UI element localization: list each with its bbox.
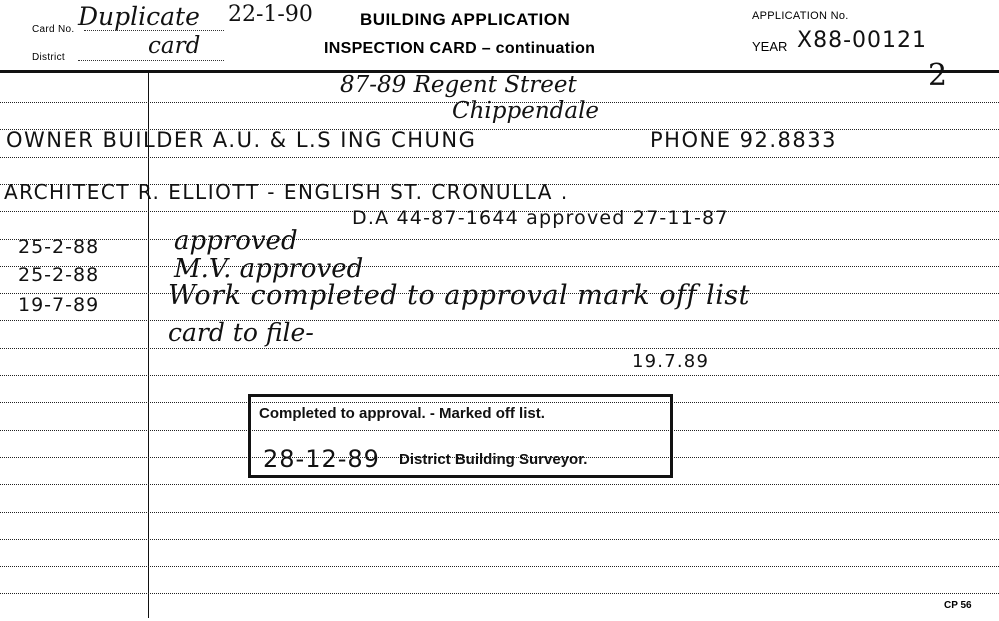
entry-text: Work completed to approval mark off list bbox=[168, 280, 751, 311]
ruled-line bbox=[0, 348, 999, 349]
development-application: D.A 44-87-1644 approved 27-11-87 bbox=[352, 207, 729, 229]
year-value: X88-00121 bbox=[797, 28, 927, 53]
phone: PHONE 92.8833 bbox=[650, 128, 837, 152]
entry-text: approved bbox=[174, 226, 298, 256]
card-no-value: Duplicate bbox=[78, 2, 200, 31]
title-line2: INSPECTION CARD – continuation bbox=[324, 40, 596, 57]
ruled-line bbox=[0, 539, 999, 540]
district-line bbox=[78, 60, 224, 61]
entry-date: 19-7-89 bbox=[18, 294, 100, 316]
district-label: District bbox=[32, 52, 65, 63]
page-number: 2 bbox=[928, 58, 948, 93]
form-code: CP 56 bbox=[944, 600, 972, 611]
stamp-line2: District Building Surveyor. bbox=[399, 451, 588, 468]
address-line1: 87-89 Regent Street bbox=[340, 72, 577, 98]
stamp-date: 28-12-89 bbox=[263, 445, 380, 473]
architect: ARCHITECT R. ELLIOTT - ENGLISH ST. CRONULLA . bbox=[4, 180, 569, 204]
ruled-line bbox=[0, 484, 999, 485]
margin-line bbox=[148, 72, 149, 618]
stamp-line1: Completed to approval. - Marked off list. bbox=[259, 405, 545, 422]
ruled-line bbox=[0, 566, 999, 567]
ruled-line bbox=[0, 512, 999, 513]
ruled-line bbox=[0, 266, 999, 267]
ruled-line bbox=[0, 157, 999, 158]
card-no-label: Card No. bbox=[32, 24, 75, 35]
title-line1: BUILDING APPLICATION bbox=[360, 10, 571, 29]
signature-date: 19.7.89 bbox=[632, 351, 710, 372]
address-line2: Chippendale bbox=[452, 98, 600, 124]
card-no-value2: card bbox=[148, 33, 201, 59]
ruled-line bbox=[0, 375, 999, 376]
entry-text: M.V. approved bbox=[174, 254, 364, 284]
ruled-line bbox=[0, 593, 999, 594]
ruled-line bbox=[0, 239, 999, 240]
entry-date: 25-2-88 bbox=[18, 264, 100, 286]
card-date: 22-1-90 bbox=[228, 2, 313, 27]
owner-builder: OWNER BUILDER A.U. & L.S ING CHUNG bbox=[6, 128, 477, 152]
application-no-label: APPLICATION No. bbox=[752, 10, 849, 22]
ruled-line bbox=[0, 320, 999, 321]
year-label: YEAR bbox=[752, 39, 788, 54]
entry-date: 25-2-88 bbox=[18, 236, 100, 258]
continuation-note: card to file- bbox=[168, 318, 314, 347]
